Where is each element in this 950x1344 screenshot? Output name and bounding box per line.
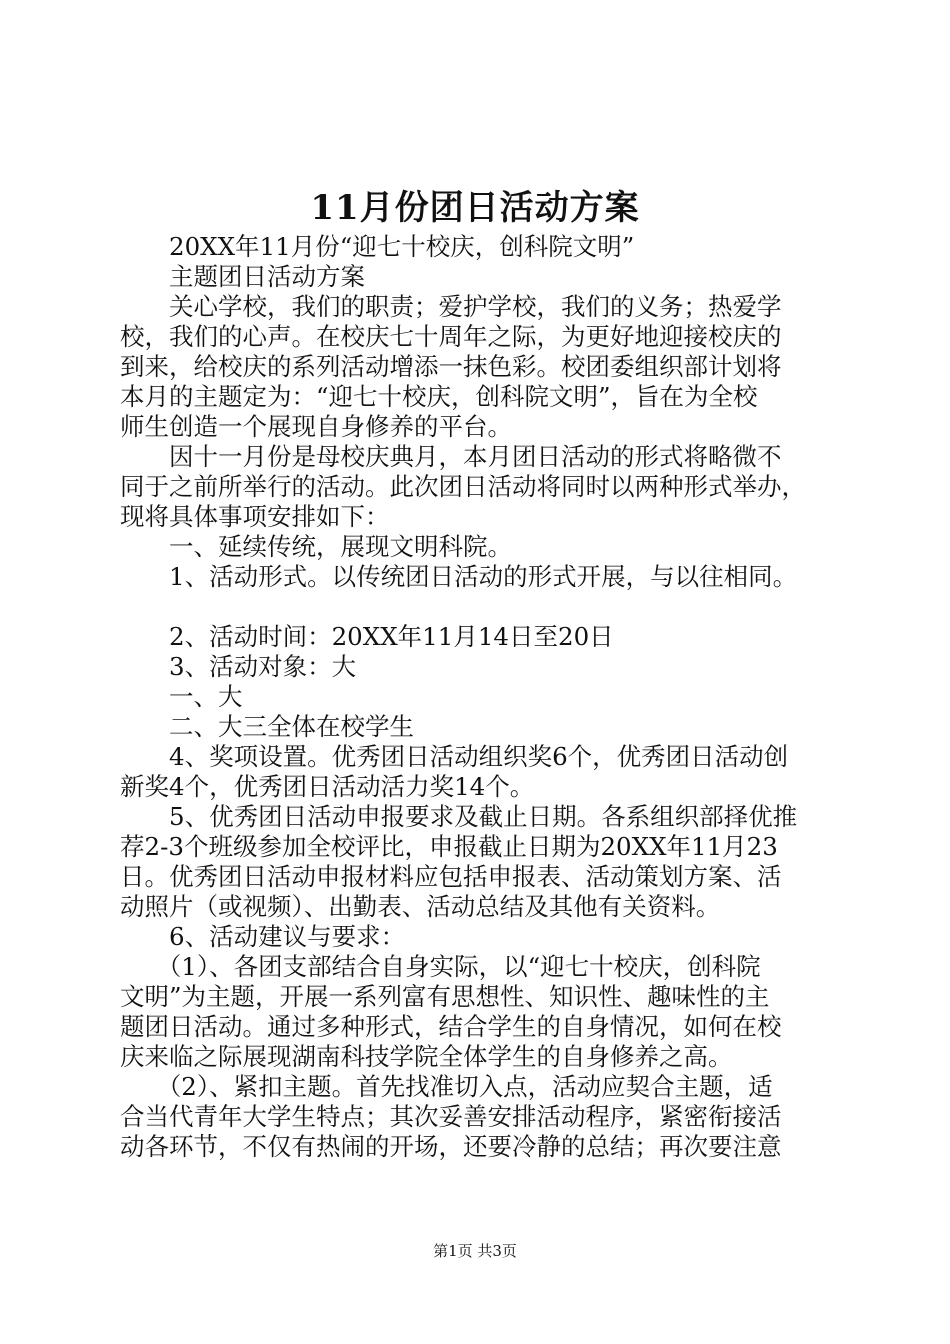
- body-line: 一、大: [120, 682, 243, 711]
- body-line: 新奖4个，优秀团日活动活力奖14个。: [120, 772, 535, 801]
- body-line: 师生创造一个展现自身修养的平台。: [120, 412, 512, 441]
- page-footer: 第1页 共3页: [433, 1242, 517, 1260]
- body-line: 20XX年11月份“迎七十校庆，创科院文明”: [120, 232, 635, 261]
- body-line: 一、延续传统，展现文明科院。: [120, 532, 512, 561]
- body-line: 文明”为主题，开展一系列富有思想性、知识性、趣味性的主: [120, 982, 770, 1011]
- body-line: 荐2-3个班级参加全校评比，申报截止日期为20XX年11月23: [120, 832, 778, 861]
- body-line: 4、奖项设置。优秀团日活动组织奖6个，优秀团日活动创: [120, 742, 789, 771]
- body-line: 二、大三全体在校学生: [120, 712, 414, 741]
- body-line: 5、优秀团日活动申报要求及截止日期。各系组织部择优推: [120, 802, 798, 831]
- document-body: [120, 232, 832, 1162]
- body-line: 动照片（或视频）、出勤表、活动总结及其他有关资料。: [120, 892, 721, 921]
- body-line: 到来，给校庆的系列活动增添一抹色彩。校团委组织部计划将: [120, 352, 782, 381]
- body-line: 同于之前所举行的活动。此次团日活动将同时以两种形式举办，: [120, 472, 806, 501]
- body-line: 校，我们的心声。在校庆七十周年之际，为更好地迎接校庆的: [120, 322, 782, 351]
- body-line: 因十一月份是母校庆典月，本月团日活动的形式将略微不: [120, 442, 782, 471]
- body-line: 1、活动形式。以传统团日活动的形式开展，与以往相同。: [120, 562, 798, 591]
- body-line: （1）、各团支部结合自身实际，以“迎七十校庆，创科院: [120, 952, 761, 981]
- body-line: 日。优秀团日活动申报材料应包括申报表、活动策划方案、活: [120, 862, 782, 891]
- document-title: 11月份团日活动方案: [310, 188, 640, 228]
- body-line: 6、活动建议与要求：: [120, 922, 406, 951]
- body-line: 3、活动对象：大: [120, 652, 357, 681]
- body-line: 本月的主题定为：“迎七十校庆，创科院文明”，旨在为全校: [120, 382, 758, 411]
- body-line: 题团日活动。通过多种形式，结合学生的自身情况，如何在校: [120, 1012, 782, 1041]
- body-line: 庆来临之际展现湖南科技学院全体学生的自身修养之高。: [120, 1042, 733, 1071]
- body-line: 动各环节，不仅有热闹的开场，还要冷静的总结；再次要注意: [120, 1132, 782, 1161]
- body-line: 主题团日活动方案: [120, 262, 365, 291]
- body-line: 2、活动时间：20XX年11月14日至20日: [120, 622, 614, 651]
- body-line: 合当代青年大学生特点；其次妥善安排活动程序，紧密衔接活: [120, 1102, 782, 1131]
- blank-line: [120, 592, 832, 622]
- body-line: 关心学校，我们的职责；爱护学校，我们的义务；热爱学: [120, 292, 782, 321]
- body-line: （2）、紧扣主题。首先找准切入点，活动应契合主题，适: [120, 1072, 773, 1101]
- body-line: 现将具体事项安排如下：: [120, 502, 390, 531]
